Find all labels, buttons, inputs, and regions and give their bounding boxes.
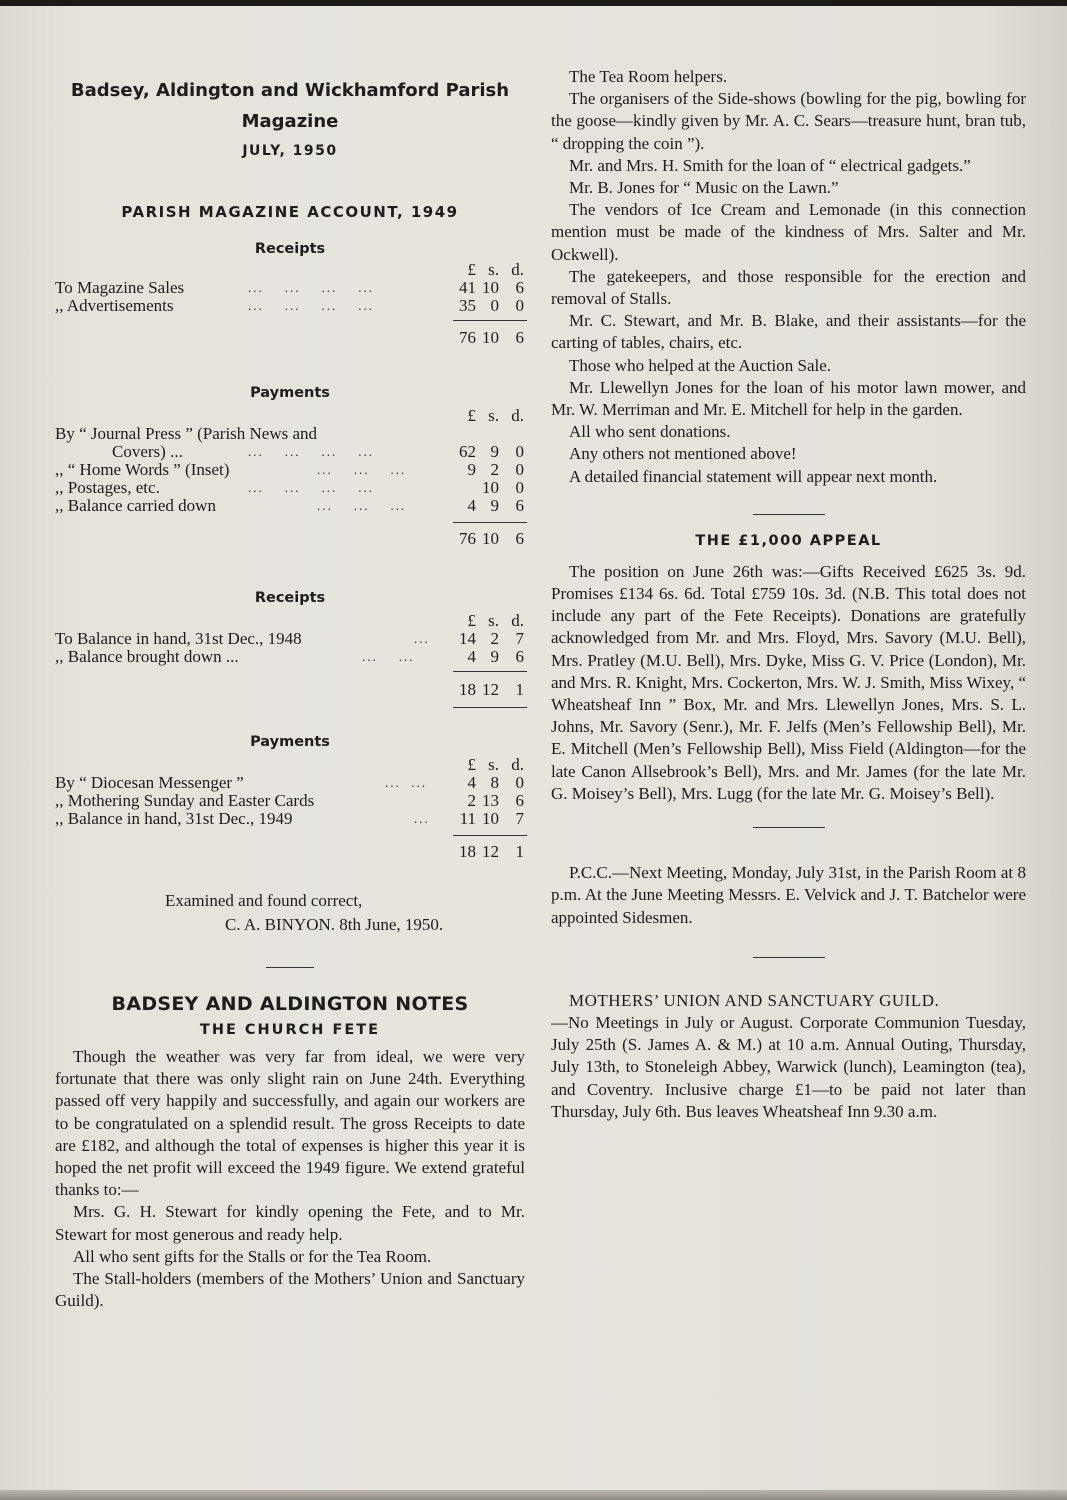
shilling-header: s.	[488, 260, 499, 279]
amount-shillings: 9	[490, 496, 499, 515]
ledger-row	[55, 425, 525, 443]
shilling-header: s.	[488, 406, 499, 425]
subtotal-rule	[453, 522, 527, 523]
leader-dots: ... ... ... ...	[248, 444, 374, 459]
amount-shillings: 10	[482, 809, 499, 828]
total-pounds: 18	[459, 680, 476, 699]
subtotal-rule	[453, 671, 527, 672]
ledger-row-label: ,, Postages, etc.	[55, 478, 160, 497]
leader-dots: ...	[414, 631, 430, 646]
fete-paragraph: The Stall-holders (members of the Mothers’ Union and Sanctuary Guild).	[55, 1269, 525, 1311]
shilling-header: s.	[488, 755, 499, 774]
ledger-row	[55, 810, 525, 828]
leader-dots: ... ... ... ...	[248, 298, 374, 313]
magazine-title-line2: Magazine	[241, 111, 339, 132]
currency-header-row	[55, 612, 525, 630]
payments-heading: Payments	[250, 734, 330, 750]
ledger-row	[55, 279, 525, 297]
amount-pence: 6	[515, 647, 524, 666]
amount-pence: 0	[515, 296, 524, 315]
amount-pence: 0	[515, 460, 524, 479]
total-row	[55, 530, 525, 548]
top-edge	[0, 0, 1067, 6]
amount-pence: 0	[515, 773, 524, 792]
ledger-row	[55, 297, 525, 315]
leader-dots: ...	[414, 811, 430, 826]
auditor-signature: C. A. BINYON. 8th June, 1950.	[225, 915, 444, 934]
amount-pounds: 14	[459, 629, 476, 648]
ledger-row-label: ,, Balance brought down ...	[55, 647, 239, 666]
total-shillings: 12	[482, 842, 499, 861]
ledger-row-label: By “ Journal Press ” (Parish News and	[55, 424, 318, 443]
ledger-row-label: ,, Balance carried down	[55, 496, 216, 515]
subtotal-rule	[453, 835, 527, 836]
fete-paragraph: All who sent donations.	[569, 422, 731, 442]
amount-shillings: 13	[482, 791, 499, 810]
total-pounds: 18	[459, 842, 476, 861]
appeal-paragraph: The position on June 26th was:—Gifts Received £625 3s. 9d. Promises £134 6s. 6d. Total £759 10s. 3d. (N.B. This total does not include any part of the Fete Receipts). Donations are gratefully acknowledged from Mr. and Mrs. Floyd, Mrs. Savory (M.U. Bell), Mrs. Pratley (M.U. Bell), Mrs. Dyke, Miss G. V. Price (London), Mr. and Mrs. R. Knight, Mrs. Cockerton, Mrs. W. J. Smith, Miss Wixey, “ Wheatsheaf Inn ” Box, Mr. and Mrs. Llewellyn Jones, Mrs. S. L. Johns, Mr. Savory (Senr.), Mr. F. Jelfs (Men’s Fellowship Bell), Mr. E. Mitchell (Men’s Fellowship Bell), Miss Field (Aldington—for the late Canon Allsebrook’s Bell), Mrs. and Mr. James (for the late Mr. G. Moisey’s Bell), Mrs. Lugg (for the late Mr. G. Moisey’s Bell).	[551, 561, 1026, 803]
fete-paragraph: Though the weather was very far from ideal, we were very fortunate that there was only slight rain on June 24th. Everything passed off very happily and successfully, and again our workers are to be congratulated on a splendid result. The gross Receipts to date are £182, and although the total of expenses is higher this year it is hoped the net profit will exceed the 1949 figure. We extend grateful thanks to:—	[55, 1047, 525, 1200]
right-column	[551, 66, 1026, 1123]
ledger-row-label: By “ Diocesan Messenger ”	[55, 773, 244, 792]
total-pence: 1	[515, 842, 524, 861]
amount-pounds: 62	[459, 442, 476, 461]
ledger-row-label: Covers) ...	[112, 442, 183, 461]
amount-pence: 0	[515, 478, 524, 497]
mothers-union-heading: MOTHERS’ UNION AND SANCTUARY GUILD.	[569, 990, 940, 1010]
amount-pounds: 9	[467, 460, 476, 479]
currency-header-row	[55, 407, 525, 425]
leader-dots: ... ...	[385, 775, 427, 790]
amount-pounds: 4	[467, 496, 476, 515]
leader-dots: ... ... ...	[317, 498, 407, 513]
section-divider	[266, 967, 314, 968]
total-row	[55, 681, 525, 699]
account-title: PARISH MAGAZINE ACCOUNT, 1949	[121, 203, 459, 221]
total-shillings: 10	[482, 529, 499, 548]
ledger-row-label: To Magazine Sales	[55, 278, 185, 297]
receipts-heading: Receipts	[254, 590, 326, 606]
mothers-union-paragraph: —No Meetings in July or August. Corporate Communion Tuesday, July 25th (S. James A. & M.) at 10 a.m. Annual Outing, Thursday, July 13th, to Stoneleigh Abbey, Warwick (lunch), Leamington (tea), and Coventry. Inclusive charge £1—to be paid not later than Thursday, July 6th. Bus leaves Wheatsheaf Inn 9.30 a.m.	[551, 1012, 1026, 1121]
section-divider	[753, 514, 825, 515]
pence-header: d.	[511, 406, 524, 425]
section-divider	[753, 827, 825, 828]
fete-paragraph: Those who helped at the Auction Sale.	[569, 355, 832, 375]
amount-pence: 6	[515, 496, 524, 515]
amount-pounds: 41	[459, 278, 476, 297]
amount-pence: 6	[515, 278, 524, 297]
fete-paragraph: Mr. and Mrs. H. Smith for the loan of “ electrical gadgets.”	[569, 155, 971, 175]
pence-header: d.	[511, 611, 524, 630]
ledger-row-label: To Balance in hand, 31st Dec., 1948	[55, 629, 302, 648]
ledger-row-label: ,, “ Home Words ” (Inset)	[55, 460, 230, 479]
appeal-heading: THE £1,000 APPEAL	[695, 532, 882, 549]
fete-paragraph: The gatekeepers, and those responsible for the erection and removal of Stalls.	[551, 266, 1026, 309]
amount-pounds: 2	[467, 791, 476, 810]
total-row	[55, 843, 525, 861]
amount-shillings: 10	[482, 478, 499, 497]
fete-paragraph: Any others not mentioned above!	[569, 444, 797, 464]
fete-paragraph: The vendors of Ice Cream and Lemonade (in this connection mention must be made of the kindness of Mrs. Salter and Mr. Ockwell).	[551, 200, 1026, 264]
fete-paragraph: Mr. Llewellyn Jones for the loan of his motor lawn mower, and Mr. W. Merriman and Mr. E. Mitchell for help in the garden.	[551, 377, 1026, 420]
fete-paragraph: All who sent gifts for the Stalls or for the Tea Room.	[73, 1246, 432, 1266]
ledger-row	[55, 461, 525, 479]
pound-header: £	[467, 406, 476, 425]
ledger-row	[55, 792, 525, 810]
total-shillings: 12	[482, 680, 499, 699]
payments-heading: Payments	[250, 385, 330, 401]
pound-header: £	[467, 260, 476, 279]
total-shillings: 10	[482, 328, 499, 347]
fete-paragraph: A detailed financial statement will appear next month.	[569, 466, 938, 486]
receipts-ledger-1949	[55, 261, 525, 347]
pence-header: d.	[511, 260, 524, 279]
total-pence: 1	[515, 680, 524, 699]
total-pounds: 76	[459, 529, 476, 548]
left-column	[55, 72, 525, 1312]
examined-line: Examined and found correct,	[165, 891, 363, 910]
fete-heading: THE CHURCH FETE	[199, 1022, 381, 1038]
amount-shillings: 9	[490, 442, 499, 461]
total-pounds: 76	[459, 328, 476, 347]
pound-header: £	[467, 611, 476, 630]
ledger-row	[55, 497, 525, 515]
currency-header-row	[55, 756, 525, 774]
amount-pence: 0	[515, 442, 524, 461]
pcc-paragraph: P.C.C.—Next Meeting, Monday, July 31st, in the Parish Room at 8 p.m. At the June Meeting Messrs. E. Velvick and J. T. Batchelor were appointed Sidesmen.	[551, 863, 1026, 927]
leader-dots: ... ... ... ...	[248, 480, 374, 495]
magazine-title-line1: Badsey, Aldington and Wickhamford Parish	[70, 80, 510, 101]
section-divider	[753, 957, 825, 958]
total-row	[55, 329, 525, 347]
leader-dots: ... ...	[362, 649, 415, 664]
ledger-row	[55, 443, 525, 461]
fete-paragraph: The organisers of the Side-shows (bowling for the pig, bowling for the goose—kindly given by Mr. A. C. Sears—treasure hunt, bran tub, “ dropping the coin ”).	[551, 89, 1026, 153]
fete-paragraph: Mr. C. Stewart, and Mr. B. Blake, and their assistants—for the carting of tables, chairs, etc.	[551, 311, 1026, 353]
magazine-title	[55, 75, 525, 137]
receipts-heading: Receipts	[254, 241, 326, 257]
ledger-row	[55, 774, 525, 792]
amount-shillings: 0	[490, 296, 499, 315]
payments-ledger-balance	[55, 756, 525, 861]
amount-pounds: 4	[467, 647, 476, 666]
total-rule	[453, 707, 527, 708]
fete-paragraph: The Tea Room helpers.	[569, 67, 728, 86]
amount-pence: 7	[515, 629, 524, 648]
amount-pounds: 35	[459, 296, 476, 315]
ledger-row-label: ,, Balance in hand, 31st Dec., 1949	[55, 809, 293, 828]
amount-shillings: 9	[490, 647, 499, 666]
issue-date: JULY, 1950	[242, 143, 338, 159]
ledger-row-label: ,, Advertisements	[55, 296, 174, 315]
amount-shillings: 2	[490, 460, 499, 479]
amount-pounds: 4	[467, 773, 476, 792]
pence-header: d.	[511, 755, 524, 774]
notes-heading: BADSEY AND ALDINGTON NOTES	[111, 993, 469, 1015]
amount-shillings: 2	[490, 629, 499, 648]
fete-paragraph: Mr. B. Jones for “ Music on the Lawn.”	[569, 178, 839, 198]
total-pence: 6	[515, 328, 524, 347]
fete-paragraph: Mrs. G. H. Stewart for kindly opening the Fete, and to Mr. Stewart for most generous and ready help.	[55, 1202, 525, 1244]
amount-pence: 6	[515, 791, 524, 810]
leader-dots: ... ... ...	[317, 462, 407, 477]
subtotal-rule	[453, 320, 527, 321]
ledger-row-label: ,, Mothering Sunday and Easter Cards	[55, 791, 315, 810]
auditor-note	[55, 889, 525, 937]
receipts-ledger-balance	[55, 612, 525, 702]
ledger-row	[55, 479, 525, 497]
amount-pence: 7	[515, 809, 524, 828]
amount-shillings: 10	[482, 278, 499, 297]
currency-header-row	[55, 261, 525, 279]
total-pence: 6	[515, 529, 524, 548]
ledger-row	[55, 648, 525, 666]
shilling-header: s.	[488, 611, 499, 630]
payments-ledger-1949	[55, 407, 525, 547]
amount-shillings: 8	[490, 773, 499, 792]
pound-header: £	[467, 755, 476, 774]
amount-pounds: 11	[459, 809, 476, 828]
bottom-edge	[0, 1490, 1067, 1500]
leader-dots: ... ... ... ...	[248, 280, 374, 295]
ledger-row	[55, 630, 525, 648]
